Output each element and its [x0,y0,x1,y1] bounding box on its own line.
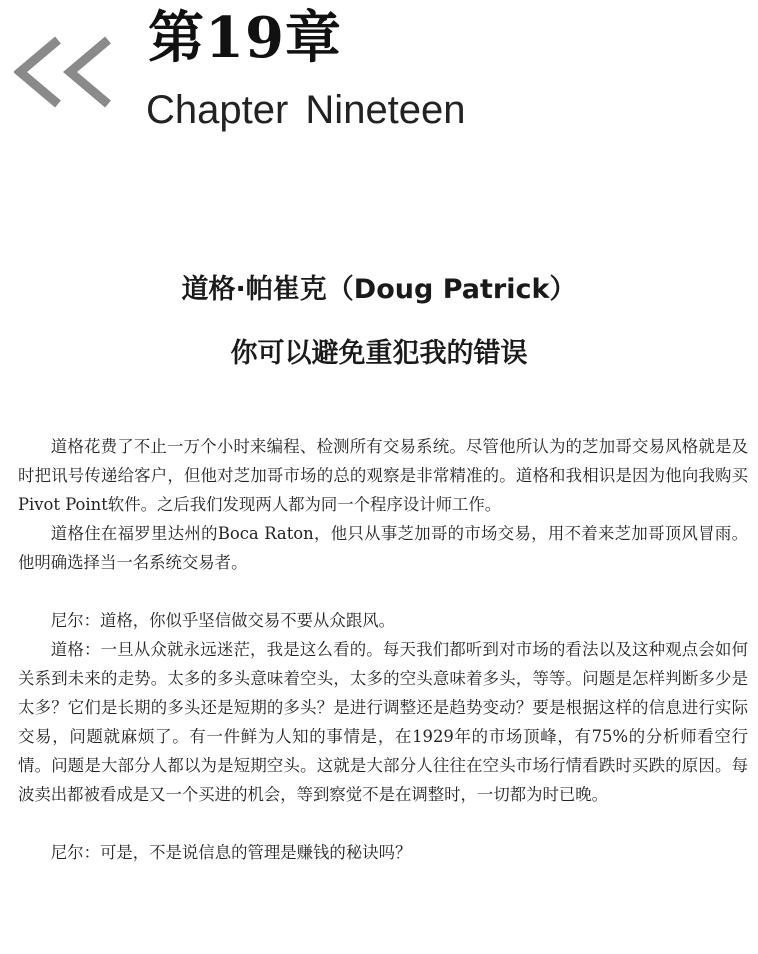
chapter-english-title: Chapter Nineteen [146,88,466,132]
dialogue-paragraph: 尼尔：道格，你似乎坚信做交易不要从众跟风。 [50,611,395,630]
double-chevron-left-icon [14,34,114,110]
section-subtitle: 你可以避免重犯我的错误 [230,338,528,369]
body-text [18,432,748,867]
intro-paragraph: 道格花费了不止一万个小时来编程、检测所有交易系统。尽管他所认为的芝加哥交易风格就是及时把讯号传递给客户，但他对芝加哥市场的总的观察是非常精准的。道格和我相识是因为他向我购买Pivot Point软件。之后我们发现两人都为同一个程序设计师工作。 [18,437,748,514]
chapter-number-title: 第19章 [148,5,342,71]
section-title: 道格·帕崔克（Doug Patrick） [181,274,577,305]
intro-paragraph: 道格住在福罗里达州的Boca Raton，他只从事芝加哥的市场交易，用不着来芝加哥顶风冒雨。他明确选择当一名系统交易者。 [18,524,748,572]
dialogue-paragraph: 尼尔：可是，不是说信息的管理是赚钱的秘诀吗？ [50,843,412,862]
dialogue-paragraph: 道格：一旦从众就永远迷茫，我是这么看的。每天我们都听到对市场的看法以及这种观点会如何关系到未来的走势。太多的多头意味着空头，太多的空头意味着多头，等等。问题是怎样判断多少是太多？它们是长期的多头还是短期的多头？是进行调整还是趋势变动？要是根据这样的信息进行实际交易，问题就麻烦了。有一件鲜为人知的事情是，在1929年的市场顶峰，有75%的分析师看空行情。问题是大部分人都以为是短期空头。这就是大部分人往往在空头市场行情看跌时买跌的原因。每波卖出都被看成是又一个买进的机会，等到察觉不是在调整时，一切都为时已晚。 [18,640,748,804]
